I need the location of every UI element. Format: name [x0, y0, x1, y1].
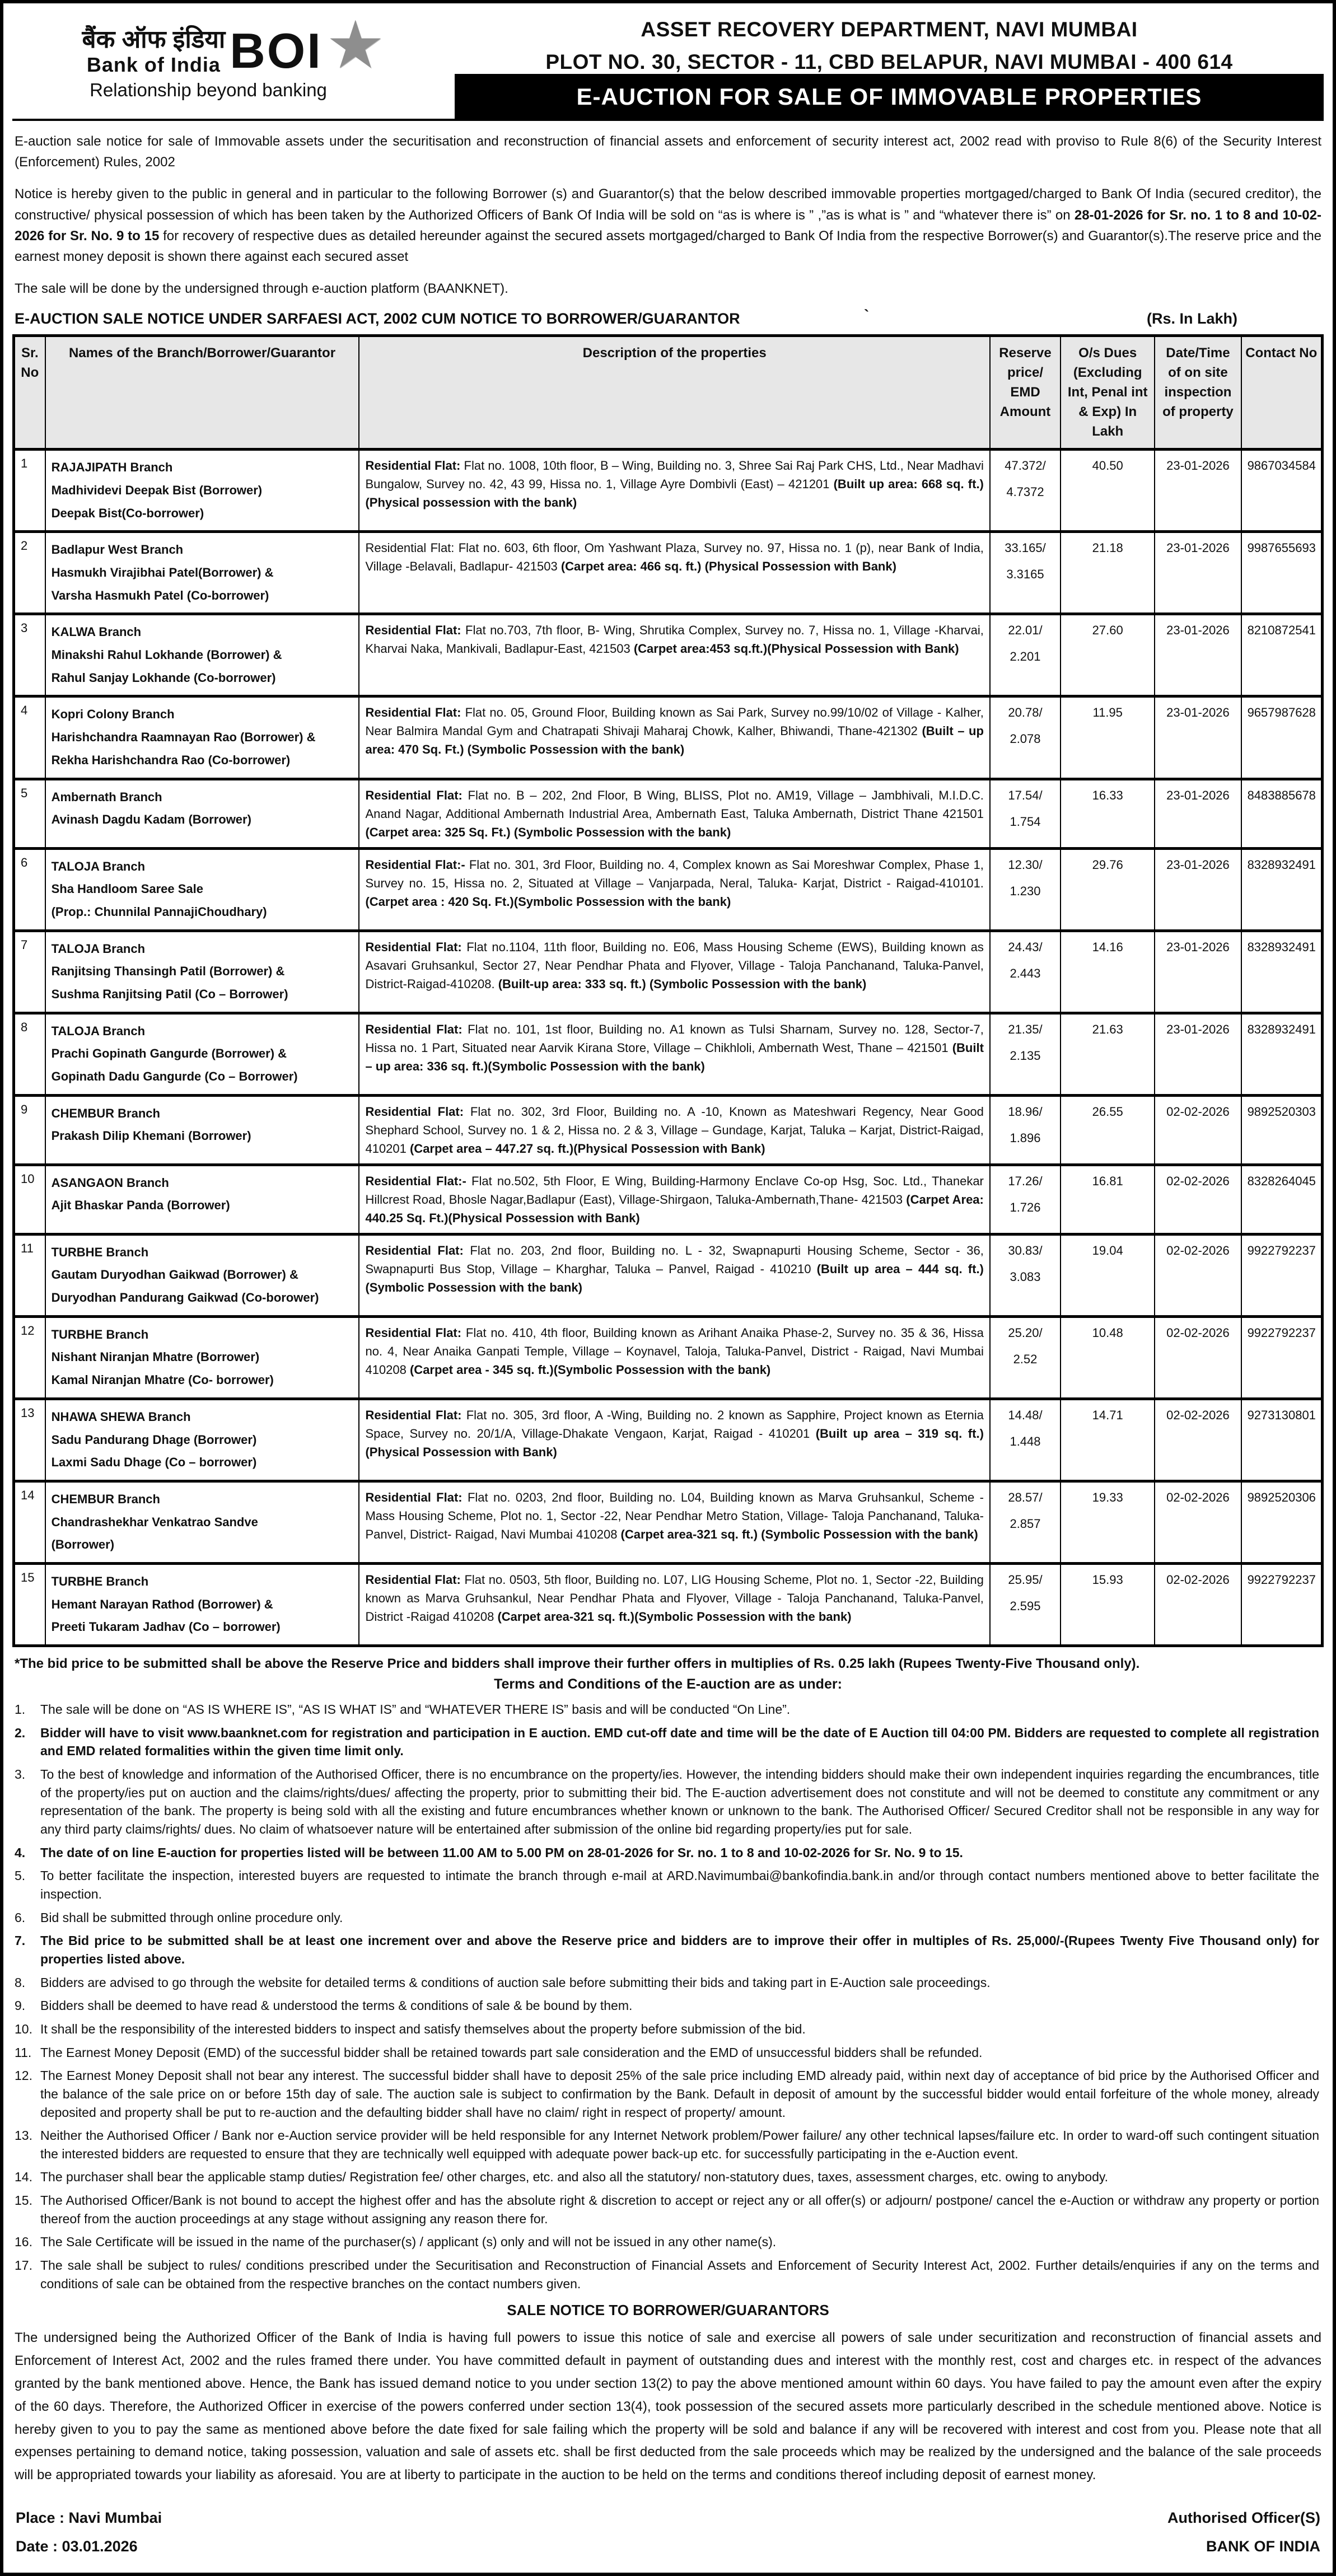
cell-sr-no: 12 — [14, 1316, 45, 1399]
cell-branch-borrower: ASANGAON Branch Ajit Bhaskar Panda (Borrower) — [45, 1165, 359, 1234]
cell-property-description: Residential Flat:- Flat no. 301, 3rd Floor, Building no. 4, Complex known as Sai Moreshwar Complex, Phase 1, Survey no. 15, Hissa no. 2, Situated at Village – Vanjarpada, Neral, Taluka- Karjat, District - Raigad-410101. (Carpet area : 420 Sq. Ft.)(Symbolic Possession with the bank) — [359, 848, 989, 931]
cell-os-dues: 19.04 — [1061, 1234, 1155, 1316]
col-header-names: Names of the Branch/Borrower/Guarantor — [45, 336, 359, 450]
table-row — [14, 1234, 1323, 1316]
department-block — [455, 10, 1324, 119]
term-item: 1. The sale will be done on “AS IS WHERE IS”, “AS IS WHAT IS” and “WHATEVER THERE IS” basis and will be conducted “On Line”. — [15, 1702, 791, 1717]
col-header-description: Description of the properties — [359, 336, 989, 450]
cell-property-description: Residential Flat: Flat no. 302, 3rd Floor, Building no. A -10, Known as Mateshwari Regency, Near Good Shephard School, Survey no. 1 & 2, Hissa no. 2 & 3, Village – Gundage, Karjat, Taluka – Karjat, District-Raigad, 410201 (Carpet area – 447.27 sq. ft.)(Physical Possession with Bank) — [359, 1095, 989, 1165]
sale-notice-body: The undersigned being the Authorized Officer of the Bank of India is having full powers to issue this notice of sale and exercise all powers of sale under securitization and reconstruction of financial assets and Enforcement of Interest Act, 2002 and the rules framed there under. You have committed default in payment of outstanding dues and interest with the monthly rest, cost and charges etc. in respect of the advances granted by the bank mentioned above. Hence, the Bank has issued demand notice to you under section 13(2) to pay the above mentioned amount within 60 days. You have failed to pay the amount even after the expiry of the 60 days. Therefore, the Authorized Officer in exercise of the powers conferred under section 13(4), took possession of the secured assets more particularly described in the schedule mentioned above. Notice is hereby given to you to pay the same as mentioned above before the date fixed for sale failing which the property will be sold and balance if any will be recovered with interest and cost from you. Please note that all expenses pertaining to demand notice, taking possession, valuation and sale of assets etc. shall be first deducted from the sale proceeds which may be realized by the undersigned and the balance of the sale proceeds will be appropriated towards your liability as aforesaid. You are at liberty to participate in the auction to be held on the terms and conditions thereof including deposit of earnest money. — [15, 2330, 1321, 2483]
cell-inspection-date: 23-01-2026 — [1155, 931, 1241, 1013]
table-row — [14, 1563, 1323, 1645]
cell-reserve-price-emd: 25.95/ 2.595 — [990, 1563, 1061, 1645]
table-row — [14, 1481, 1323, 1563]
cell-sr-no: 3 — [14, 614, 45, 696]
boi-monogram: BOI — [230, 23, 323, 79]
cell-sr-no: 5 — [14, 779, 45, 848]
cell-property-description: Residential Flat: Flat no. 0503, 5th floor, Building no. L07, LIG Housing Scheme, Plot no. 1, Sector -22, Building known as Marva Gruhsankul, Near Pendhar Phata and Flyover, Village - Taloja Panchanand, Taluka-Panvel, District -Raigad 410208 (Carpet area-321 sq. ft.)(Symbolic Possession with the bank) — [359, 1563, 989, 1645]
table-row — [14, 1399, 1323, 1481]
cell-inspection-date: 02-02-2026 — [1155, 1481, 1241, 1563]
term-item: 6. Bid shall be submitted through online procedure only. — [15, 1910, 343, 1925]
cell-reserve-price-emd: 24.43/ 2.443 — [990, 931, 1061, 1013]
cell-reserve-price-emd: 21.35/ 2.135 — [990, 1013, 1061, 1095]
term-item: 9. Bidders shall be deemed to have read & understood the terms & conditions of sale & be bound by them. — [15, 1998, 633, 2013]
bank-logo — [12, 10, 455, 119]
cell-contact-no: 9922792237 — [1241, 1234, 1323, 1316]
cell-reserve-price-emd: 47.372/ 4.7372 — [990, 450, 1061, 532]
table-row — [14, 1316, 1323, 1399]
cell-inspection-date: 02-02-2026 — [1155, 1165, 1241, 1234]
intro-para-1: E-auction sale notice for sale of Immovable assets under the securitisation and reconstruction of financial assets and enforcement of security interest act, 2002 read with proviso to Rule 8(6) of the Security Interest (Enforcement) Rules, 2002 — [15, 134, 1321, 170]
footer — [12, 2504, 1324, 2561]
cell-os-dues: 27.60 — [1061, 614, 1155, 696]
cell-inspection-date: 23-01-2026 — [1155, 450, 1241, 532]
sarfaesi-heading: E-AUCTION SALE NOTICE UNDER SARFAESI ACT, 2002 CUM NOTICE TO BORROWER/GUARANTOR — [15, 310, 740, 328]
cell-contact-no: 8328264045 — [1241, 1165, 1323, 1234]
cell-property-description: Residential Flat: Flat no. 203, 2nd floor, Building no. L - 32, Swapnapurti Housing Scheme, Sector - 36, Swapnapurti Bus Stop, Village – Kharghar, Taluka – Panvel, Raigad - 410210 (Built up area – 444 sq. ft.) (Symbolic Possession with the bank) — [359, 1234, 989, 1316]
cell-reserve-price-emd: 14.48/ 1.448 — [990, 1399, 1061, 1481]
table-row — [14, 1095, 1323, 1165]
col-header-os-dues: O/s Dues (Excluding Int, Penal int & Exp) In Lakh — [1061, 336, 1155, 450]
table-row — [14, 450, 1323, 532]
cell-contact-no: 9892520303 — [1241, 1095, 1323, 1165]
cell-sr-no: 9 — [14, 1095, 45, 1165]
cell-sr-no: 8 — [14, 1013, 45, 1095]
intro-para-3: The sale will be done by the undersigned through e-auction platform (BAANKNET). — [15, 281, 508, 297]
cell-os-dues: 40.50 — [1061, 450, 1155, 532]
cell-inspection-date: 23-01-2026 — [1155, 532, 1241, 614]
cell-branch-borrower: Badlapur West Branch Hasmukh Virajibhai Patel(Borrower) & Varsha Hasmukh Patel (Co-borrower) — [45, 532, 359, 614]
cell-property-description: Residential Flat: Flat no.703, 7th floor, B- Wing, Shrutika Complex, Survey no. 7, Hissa no. 1, Village -Kharvai, Kharvai Naka, Mankivali, Badlapur-East, 421503 (Carpet area:453 sq.ft.)(Physical Possession with Bank) — [359, 614, 989, 696]
term-item: 8. Bidders are advised to go through the website for detailed terms & conditions of auction sale before submitting their bids and taking part in E-Auction sale proceedings. — [15, 1975, 991, 1990]
department-line-2: PLOT NO. 30, SECTOR - 11, CBD BELAPUR, NAVI MUMBAI - 400 614 — [545, 50, 1233, 73]
cell-os-dues: 21.18 — [1061, 532, 1155, 614]
term-item: 12. The Earnest Money Deposit shall not bear any interest. The successful bidder shall have to deposit 25% of the sale price including EMD already paid, within next day of acceptance of bid price by the Authorised Officer and the balance of the sale price on or before 15th day of sale. The auction sale is subject to confirmation by the Bank. Default in deposit of amount by the successful bidder would entail forfeiture of the whole money, already deposited and property shall be put to re-auction and the defaulting bidder shall have no claim/ right in respect of property/ amount. — [15, 2068, 1319, 2120]
cell-os-dues: 16.81 — [1061, 1165, 1155, 1234]
cell-os-dues: 16.33 — [1061, 779, 1155, 848]
term-item: 16. The Sale Certificate will be issued in the name of the purchaser(s) / applicant (s) only and will not be issued in any other name(s). — [15, 2234, 777, 2250]
col-header-contact: Contact No — [1241, 336, 1323, 450]
eauction-banner-title: E-AUCTION FOR SALE OF IMMOVABLE PROPERTIES — [455, 74, 1324, 119]
cell-sr-no: 4 — [14, 696, 45, 779]
sarfaesi-heading-line — [15, 307, 1321, 328]
cell-branch-borrower: Kopri Colony Branch Harishchandra Raamnayan Rao (Borrower) & Rekha Harishchandra Rao (Co-borrower) — [45, 696, 359, 779]
cell-property-description: Residential Flat: Flat no. 305, 3rd floor, A -Wing, Building no. 2 known as Sapphire, Project known as Eternia Space, Survey no. 20/1/A, Village-Dhakate Vengaon, Karjat, Raigad - 410201 (Built up area – 319 sq. ft.) (Physical Possession with Bank) — [359, 1399, 989, 1481]
cell-branch-borrower: TALOJA Branch Sha Handloom Saree Sale (Prop.: Chunnilal PannajiChoudhary) — [45, 848, 359, 931]
bank-name-hindi: बैंक ऑफ इंडिया — [82, 26, 226, 54]
table-header-row — [14, 336, 1323, 450]
cell-reserve-price-emd: 25.20/ 2.52 — [990, 1316, 1061, 1399]
cell-reserve-price-emd: 30.83/ 3.083 — [990, 1234, 1061, 1316]
cell-branch-borrower: Ambernath Branch Avinash Dagdu Kadam (Borrower) — [45, 779, 359, 848]
cell-branch-borrower: TURBHE Branch Nishant Niranjan Mhatre (Borrower) Kamal Niranjan Mhatre (Co- borrower) — [45, 1316, 359, 1399]
cell-branch-borrower: RAJAJIPATH Branch Madhividevi Deepak Bist (Borrower) Deepak Bist(Co-borrower) — [45, 450, 359, 532]
cell-reserve-price-emd: 17.26/ 1.726 — [990, 1165, 1061, 1234]
cell-property-description: Residential Flat: Flat no. 1008, 10th floor, B – Wing, Building no. 3, Shree Sai Raj Park CHS, Ltd., Near Madhavi Bungalow, Survey no. 42, 43 99, Hissa no. 1, Village Ayre Dombivli (East) – 421201 (Built up area: 668 sq. ft.) (Physical possession with the bank) — [359, 450, 989, 532]
cell-property-description: Residential Flat: Flat no. 410, 4th floor, Building known as Arihant Anaika Phase-2, Survey no. 35 & 36, Hissa no. 4, Near Anaika Ganpati Temple, Village – Koynavel, Taloja, Taluka-Panvel, District - Raigad, Navi Mumbai 410208 (Carpet area - 345 sq. ft.)(Symbolic Possession with the bank) — [359, 1316, 989, 1399]
date-line: Date : 03.01.2026 — [16, 2538, 138, 2555]
cell-os-dues: 14.71 — [1061, 1399, 1155, 1481]
cell-sr-no: 14 — [14, 1481, 45, 1563]
table-row — [14, 614, 1323, 696]
term-item: 5. To better facilitate the inspection, interested buyers are requested to intimate the branch through e-mail at ARD.Navimumbai@bankofindia.bank.in and/or through contact numbers mentioned above to better facilitate the inspection. — [15, 1868, 1319, 1901]
sale-notice-heading: SALE NOTICE TO BORROWER/GUARANTORS — [507, 2302, 829, 2319]
cell-sr-no: 1 — [14, 450, 45, 532]
cell-branch-borrower: NHAWA SHEWA Branch Sadu Pandurang Dhage (Borrower) Laxmi Sadu Dhage (Co – borrower) — [45, 1399, 359, 1481]
cell-sr-no: 6 — [14, 848, 45, 931]
stray-tick-mark: ` — [864, 307, 870, 324]
cell-os-dues: 19.33 — [1061, 1481, 1155, 1563]
cell-os-dues: 11.95 — [1061, 696, 1155, 779]
term-item: 11. The Earnest Money Deposit (EMD) of the successful bidder shall be retained towards part sale consideration and the EMD of unsuccessful bidders shall be refunded. — [15, 2045, 983, 2060]
bid-increment-footnote: *The bid price to be submitted shall be above the Reserve Price and bidders shall improve their further offers in multiplies of Rs. 0.25 lakh (Rupees Twenty-Five Thousand only). — [15, 1656, 1140, 1672]
cell-property-description: Residential Flat: Flat no. 603, 6th floor, Om Yashwant Plaza, Survey no. 97, Hissa no. 1 (p), near Bank of India, Village -Belavali, Badlapur- 421503 (Carpet area: 466 sq. ft.) (Physical Possession with Bank) — [359, 532, 989, 614]
cell-sr-no: 15 — [14, 1563, 45, 1645]
term-item: 2. Bidder will have to visit www.baanknet.com for registration and participation in E auction. EMD cut-off date and time will be the date of E Auction till 04:00 PM. Bidders are requested to complete all registration and EMD related formalities within the given time limit only. — [15, 1725, 1319, 1759]
bank-name-english: Bank of India — [86, 53, 221, 76]
term-item: 7. The Bid price to be submitted shall be at least one increment over and above the Reserve price and bidders are to improve their offer in multiples of Rs. 25,000/-(Rupees Twenty Five Thousand only) for properties listed above. — [15, 1933, 1319, 1966]
cell-reserve-price-emd: 22.01/ 2.201 — [990, 614, 1061, 696]
star-icon: ★ — [325, 8, 385, 82]
cell-sr-no: 10 — [14, 1165, 45, 1234]
bank-of-india-line: BANK OF INDIA — [1206, 2538, 1320, 2555]
cell-contact-no: 9922792237 — [1241, 1316, 1323, 1399]
place-line: Place : Navi Mumbai — [16, 2509, 162, 2526]
term-item: 15. The Authorised Officer/Bank is not bound to accept the highest offer and has the absolute right & discretion to accept or reject any or all offer(s) or adjourn/ postpone/ cancel the e-Auction or withdraw any property or portion thereof from the auction proceedings at any stage without assigning any reason there for. — [15, 2193, 1319, 2226]
cell-property-description: Residential Flat: Flat no. 101, 1st floor, Building no. A1 known as Tulsi Sharnam, Survey no. 128, Sector-7, Hissa no. 1 Part, Situated near Aarvik Kirana Store, Village – Chikhloli, Ambernath West, Thane – 421501 (Built – up area: 336 sq. ft.)(Symbolic Possession with the bank) — [359, 1013, 989, 1095]
authorised-officer-line: Authorised Officer(S) — [1167, 2509, 1320, 2526]
cell-reserve-price-emd: 33.165/ 3.3165 — [990, 532, 1061, 614]
property-table-body — [14, 450, 1323, 1646]
cell-contact-no: 9657987628 — [1241, 696, 1323, 779]
cell-property-description: Residential Flat: Flat no. 0203, 2nd floor, Building no. L04, Building known as Marva Gruhsankul, Scheme - Mass Housing Scheme, Plot no. 1, Sector -22, Near Pendhar Metro Station, Village- Taloja Panchanand, Taluka-Panvel, District- Raigad, Navi Mumbai 410208 (Carpet area-321 sq. ft.) (Symbolic Possession with the bank) — [359, 1481, 989, 1563]
term-item: 17. The sale shall be subject to rules/ conditions prescribed under the Securitisation and Reconstruction of Financial Assets and Enforcement of Security Interest Act, 2002. Further details/enquiries if any on the terms and conditions of sale can be obtained from the respective branches on the contact numbers given. — [15, 2258, 1319, 2291]
intro-para-2 — [15, 184, 1321, 267]
table-row — [14, 1013, 1323, 1095]
terms-heading: Terms and Conditions of the E-auction are as under: — [494, 1676, 842, 1693]
cell-inspection-date: 23-01-2026 — [1155, 696, 1241, 779]
cell-branch-borrower: CHEMBUR Branch Prakash Dilip Khemani (Borrower) — [45, 1095, 359, 1165]
cell-inspection-date: 02-02-2026 — [1155, 1095, 1241, 1165]
cell-reserve-price-emd: 12.30/ 1.230 — [990, 848, 1061, 931]
cell-contact-no: 9987655693 — [1241, 532, 1323, 614]
cell-contact-no: 9922792237 — [1241, 1563, 1323, 1645]
cell-sr-no: 7 — [14, 931, 45, 1013]
cell-inspection-date: 23-01-2026 — [1155, 614, 1241, 696]
cell-sr-no: 2 — [14, 532, 45, 614]
property-auction-table — [12, 334, 1324, 1647]
cell-contact-no: 9273130801 — [1241, 1399, 1323, 1481]
cell-contact-no: 8483885678 — [1241, 779, 1323, 848]
cell-reserve-price-emd: 18.96/ 1.896 — [990, 1095, 1061, 1165]
cell-property-description: Residential Flat: Flat no. B – 202, 2nd Floor, B Wing, BLISS, Plot no. AM19, Village – Jambhivali, M.I.D.C. Anand Nagar, Additional Ambernath Industrial Area, Ambernath East, Taluka Ambernath, District Thane 421501 (Carpet area: 325 Sq. Ft.) (Symbolic Possession with the bank) — [359, 779, 989, 848]
cell-property-description: Residential Flat:- Flat no.502, 5th Floor, E Wing, Building-Harmony Enclave Co-op Hsg, Soc. Ltd., Thanekar Hillcrest Road, Bhosle Nagar,Badlapur (East), Village-Shirgaon, Taluka-Ambernath,Thane- 421503 (Carpet Area: 440.25 Sq. Ft.)(Physical Possession with Bank) — [359, 1165, 989, 1234]
cell-os-dues: 29.76 — [1061, 848, 1155, 931]
cell-os-dues: 15.93 — [1061, 1563, 1155, 1645]
cell-reserve-price-emd: 17.54/ 1.754 — [990, 779, 1061, 848]
col-header-inspection-date: Date/Time of on site inspection of property — [1155, 336, 1241, 450]
cell-contact-no: 9867034584 — [1241, 450, 1323, 532]
term-item: 10. It shall be the responsibility of the interested bidders to inspect and satisfy themselves about the property before submission of the bid. — [15, 2021, 806, 2036]
cell-inspection-date: 02-02-2026 — [1155, 1563, 1241, 1645]
cell-os-dues: 21.63 — [1061, 1013, 1155, 1095]
cell-inspection-date: 02-02-2026 — [1155, 1316, 1241, 1399]
cell-property-description: Residential Flat: Flat no. 05, Ground Floor, Building known as Sai Park, Survey no.99/10/02 of Village - Kalher, Near Balmira Mandal Gym and Chatrapati Shivaji Maharaj Chowk, Kalher, Bhiwandi, Thane-421302 (Built – up area: 470 Sq. Ft.) (Symbolic Possession with the bank) — [359, 696, 989, 779]
cell-inspection-date: 02-02-2026 — [1155, 1399, 1241, 1481]
cell-inspection-date: 02-02-2026 — [1155, 1234, 1241, 1316]
bank-logo-row — [12, 8, 455, 82]
rs-in-lakh-label: (Rs. In Lakh) — [1146, 310, 1237, 328]
term-item: 13. Neither the Authorised Officer / Bank nor e-Auction service provider will be held responsible for any Internet Network problem/Power failure/ any other technical lapses/failure etc. In order to ward-off such contingent situation the interested bidders are requested to ensure that they are technically well equipped with adequate power back-up etc. for successfully participating in the e-Auction event. — [15, 2128, 1319, 2161]
term-item: 14. The purchaser shall bear the applicable stamp duties/ Registration fee/ other charges, etc. and also all the statutory/ non-statutory dues, taxes, assessment charges, etc. owing to anybody. — [15, 2170, 1109, 2185]
table-row — [14, 1165, 1323, 1234]
intro-para-2-post: for recovery of respective dues as detailed hereunder against the secured assets mortgaged/charged to Bank Of India from the respective Borrower(s) and Guarantor(s).The reserve price and the earnest money deposit is shown there against each secured asset — [15, 228, 1322, 264]
cell-contact-no: 8328932491 — [1241, 848, 1323, 931]
cell-os-dues: 10.48 — [1061, 1316, 1155, 1399]
cell-branch-borrower: TURBHE Branch Gautam Duryodhan Gaikwad (Borrower) & Duryodhan Pandurang Gaikwad (Co-borower) — [45, 1234, 359, 1316]
term-item: 4. The date of on line E-auction for properties listed will be between 11.00 AM to 5.00 PM on 28-01-2026 for Sr. no. 1 to 8 and 10-02-2026 for Sr. No. 9 to 15. — [15, 1845, 963, 1860]
terms-list — [15, 1700, 1321, 2293]
header — [12, 10, 1324, 121]
department-line-1: ASSET RECOVERY DEPARTMENT, NAVI MUMBAI — [641, 18, 1138, 41]
cell-contact-no: 8328932491 — [1241, 931, 1323, 1013]
cell-os-dues: 26.55 — [1061, 1095, 1155, 1165]
table-row — [14, 779, 1323, 848]
intro-para-2-dates: 28-01-2026 for Sr. no. 1 to 8 and 10-02-2026 for Sr. No. 9 to 15 — [15, 207, 1321, 244]
footer-left — [16, 2504, 162, 2561]
intro-para-2-pre: Notice is hereby given to the public in general and in particular to the following Borrower (s) and Guarantor(s) that the below described immovable properties mortgaged/charged to Bank Of India (secured creditor), the constructive/ physical possession of which has been taken by the Authorized Officers of Bank Of India will be sold on “as is where is ” ,”as is what is ” and “whatever there is” on — [15, 186, 1321, 223]
cell-inspection-date: 23-01-2026 — [1155, 1013, 1241, 1095]
cell-contact-no: 8210872541 — [1241, 614, 1323, 696]
cell-property-description: Residential Flat: Flat no.1104, 11th floor, Building no. E06, Mass Housing Scheme (EWS), Building known as Asavari Gruhsankul, Sector 27, Near Pendhar Phata and Flyover, Village - Taloja Panchanand, Taluka-Panvel, District-Raigad-410208. (Built-up area: 333 sq. ft.) (Symbolic Possession with the bank) — [359, 931, 989, 1013]
cell-reserve-price-emd: 20.78/ 2.078 — [990, 696, 1061, 779]
cell-inspection-date: 23-01-2026 — [1155, 848, 1241, 931]
cell-inspection-date: 23-01-2026 — [1155, 779, 1241, 848]
cell-branch-borrower: CHEMBUR Branch Chandrashekhar Venkatrao Sandve (Borrower) — [45, 1481, 359, 1563]
term-item: 3. To the best of knowledge and information of the Authorised Officer, there is no encumbrance on the property/ies. However, the intending bidders should make their own independent inquiries regarding the encumbrances, title of the property/ies put on auction and the claims/rights/dues/ affecting the property, prior to submitting their bid. The E-auction advertisement does not constitute and will not be deemed to constitute any commitment or any representation of the bank. The property is being sold with all the existing and future encumbrances whether known or unknown to the bank. The Authorised Officer/ Secured Creditor shall not be responsible in any way for any third party claims/rights/ dues. No claim of whatsoever nature will be entertained after submission of the online bid regarding property/ies put for sale. — [15, 1767, 1319, 1836]
cell-reserve-price-emd: 28.57/ 2.857 — [990, 1481, 1061, 1563]
intro-section — [15, 131, 1321, 299]
cell-contact-no: 9892520306 — [1241, 1481, 1323, 1563]
table-row — [14, 931, 1323, 1013]
cell-sr-no: 11 — [14, 1234, 45, 1316]
cell-branch-borrower: TURBHE Branch Hemant Narayan Rathod (Borrower) & Preeti Tukaram Jadhav (Co – borrower) — [45, 1563, 359, 1645]
cell-branch-borrower: TALOJA Branch Prachi Gopinath Gangurde (Borrower) & Gopinath Dadu Gangurde (Co – Borrower) — [45, 1013, 359, 1095]
cell-branch-borrower: TALOJA Branch Ranjitsing Thansingh Patil (Borrower) & Sushma Ranjitsing Patil (Co – Borrower) — [45, 931, 359, 1013]
table-row — [14, 532, 1323, 614]
col-header-reserve-price: Reserve price/ EMD Amount — [990, 336, 1061, 450]
cell-sr-no: 13 — [14, 1399, 45, 1481]
bank-logo-names — [82, 26, 225, 76]
col-header-sr-no: Sr. No — [14, 336, 45, 450]
footer-right — [1167, 2504, 1320, 2561]
cell-os-dues: 14.16 — [1061, 931, 1155, 1013]
cell-branch-borrower: KALWA Branch Minakshi Rahul Lokhande (Borrower) & Rahul Sanjay Lokhande (Co-borrower) — [45, 614, 359, 696]
bank-tagline: Relationship beyond banking — [90, 80, 327, 101]
table-row — [14, 696, 1323, 779]
cell-contact-no: 8328932491 — [1241, 1013, 1323, 1095]
table-row — [14, 848, 1323, 931]
